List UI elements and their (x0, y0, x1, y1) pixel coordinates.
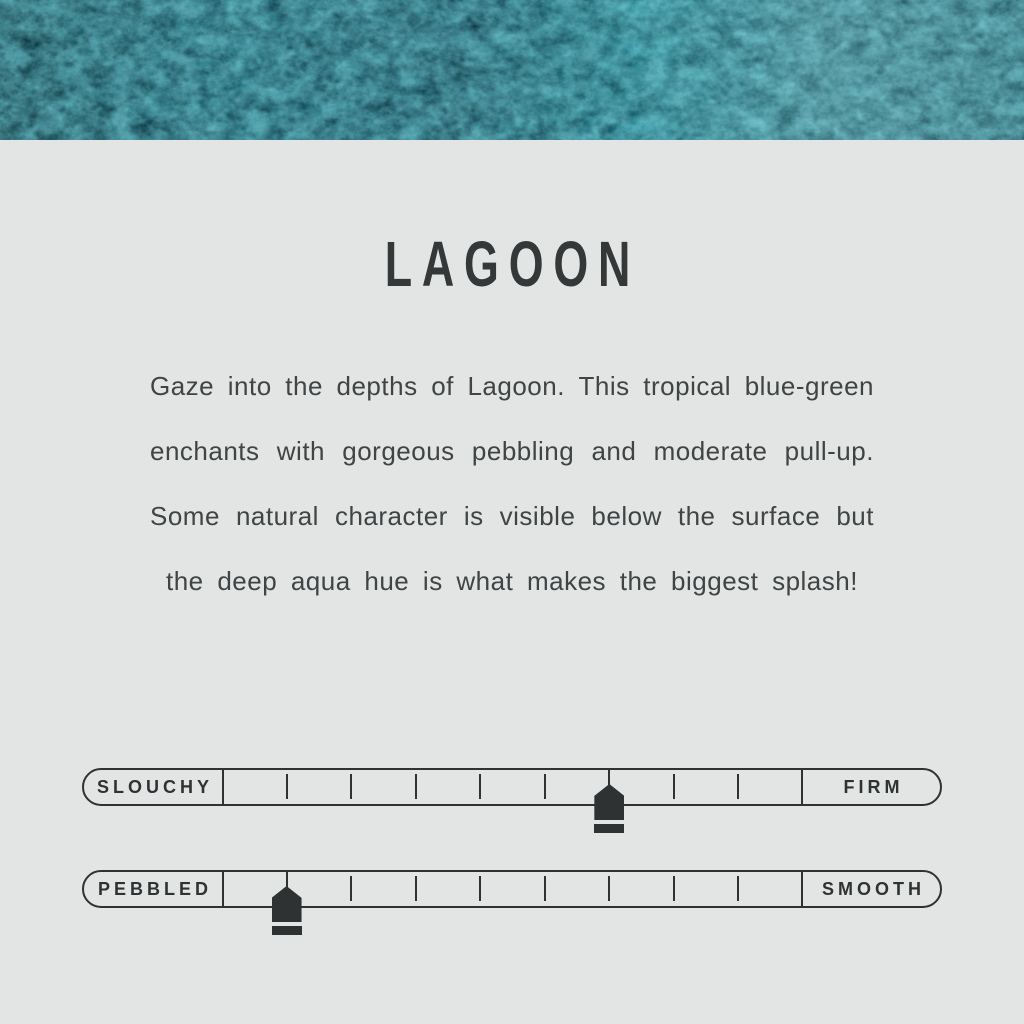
description-word: Some (150, 501, 220, 531)
tick-mark (350, 774, 352, 799)
description-word: biggest (671, 566, 759, 596)
title-section (0, 228, 1024, 300)
description-word: the (166, 566, 204, 596)
description-word: enchants (150, 436, 260, 466)
marker-head-shape (594, 784, 624, 820)
description-word: blue-green (744, 371, 874, 401)
leather-texture-graphic (0, 0, 1024, 140)
description-line (150, 354, 874, 419)
tick-mark (479, 774, 481, 799)
description-word: the (619, 566, 658, 596)
tick-mark (544, 774, 546, 799)
description-word: but (836, 501, 874, 531)
scale-right-label: FIRM (843, 776, 904, 797)
tick-mark (673, 876, 675, 901)
description-word: hue (364, 566, 410, 596)
description-word: with (276, 436, 326, 466)
description-word: the (677, 501, 716, 531)
tick-mark (350, 876, 352, 901)
leather-texture-image (0, 0, 1024, 140)
tick-mark (544, 876, 546, 901)
marker-head-shape (272, 886, 302, 922)
marker-base-shape (272, 926, 302, 935)
tick-mark (479, 876, 481, 901)
scale-firmness (82, 768, 942, 806)
description-word: into (227, 371, 272, 401)
scale-marker-firmness (594, 770, 624, 834)
description-word: Gaze (150, 371, 215, 401)
tick-mark (286, 774, 288, 799)
scale-right-cap (801, 770, 940, 804)
scale-right-label: SMOOTH (822, 878, 925, 899)
description-word: natural (235, 501, 319, 531)
description-line (150, 549, 874, 614)
scale-left-label: PEBBLED (97, 878, 212, 899)
scale-right-cap (801, 872, 940, 906)
description-word: what (456, 566, 514, 596)
tick-mark (415, 774, 417, 799)
description-word: surface (731, 501, 821, 531)
description-word: moderate (653, 436, 768, 466)
marker-base-shape (594, 824, 624, 833)
description-word: character (334, 501, 448, 531)
description-line (150, 484, 874, 549)
description-word: tropical (643, 371, 732, 401)
scale-marker-texture (272, 872, 302, 936)
description-word: splash! (772, 566, 858, 596)
description-word: below (591, 501, 662, 531)
scale-bar-texture (82, 870, 942, 908)
description-word: Lagoon. (467, 371, 565, 401)
description-word: and (591, 436, 637, 466)
description-text (150, 354, 874, 614)
scale-left-label: SLOUCHY (96, 776, 213, 797)
description-word: gorgeous (342, 436, 455, 466)
scale-texture (82, 870, 942, 908)
scale-left-cap (84, 872, 224, 906)
description-word: pull-up. (784, 436, 874, 466)
description-word: the (285, 371, 323, 401)
scale-left-cap (84, 770, 224, 804)
description-word: visible (499, 501, 576, 531)
description-line (150, 419, 874, 484)
description-word: of (431, 371, 454, 401)
page-title: LAGOON (384, 228, 640, 300)
tick-mark (608, 876, 610, 901)
tick-mark (737, 876, 739, 901)
description-word: makes (526, 566, 607, 596)
tick-mark (415, 876, 417, 901)
description-word: is (463, 501, 484, 531)
description-word: aqua (290, 566, 351, 596)
description-word: is (422, 566, 443, 596)
tick-mark (673, 774, 675, 799)
description-word: This (578, 371, 630, 401)
description-word: deep (217, 566, 278, 596)
tick-mark (737, 774, 739, 799)
description-word: pebbling (471, 436, 575, 466)
attribute-scales (82, 768, 942, 908)
description-word: depths (336, 371, 418, 401)
scale-bar-firmness (82, 768, 942, 806)
